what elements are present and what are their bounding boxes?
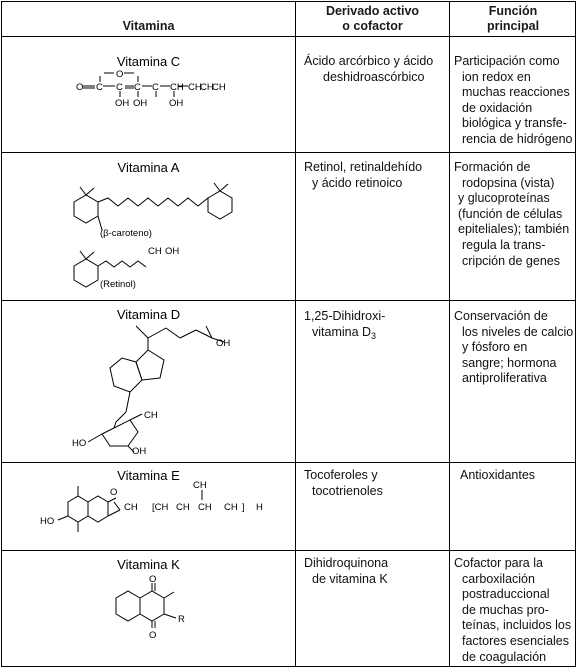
- derivative-line: de vitamina K: [312, 571, 388, 586]
- structure-label: O: [149, 574, 157, 585]
- vitamins-table: [1, 1, 576, 667]
- function-line: epiteliales); también: [458, 222, 570, 237]
- function-line: factores esenciales: [462, 633, 570, 648]
- derivative-line: Tocoferoles y: [304, 468, 378, 482]
- structure-label: CH: [224, 502, 238, 513]
- structure-label: (Retinol): [100, 279, 136, 290]
- structure-label: O: [76, 82, 84, 93]
- structure-label: CH: [212, 82, 226, 93]
- header-function: [450, 4, 576, 34]
- function-text: [454, 556, 571, 665]
- structure-label: OH: [115, 98, 130, 109]
- function-line: y fósforo en: [462, 340, 528, 355]
- derivative-line: [304, 325, 385, 345]
- function-line: teínas, incluidos los: [462, 618, 572, 633]
- function-text: [454, 54, 573, 148]
- derivative-line: Dihidroquinona: [304, 556, 389, 570]
- structure-label: CH: [170, 82, 184, 93]
- structure-label: CH: [148, 246, 162, 257]
- function-line: Formación de: [454, 160, 531, 174]
- function-text: [460, 468, 535, 484]
- function-text: [454, 309, 573, 387]
- function-line: rencia de hidrógeno: [462, 131, 573, 146]
- structure-label: OH: [133, 98, 148, 109]
- derivative-line: deshidroascórbico: [323, 69, 425, 84]
- header-vitamin: Vitamina: [122, 19, 175, 33]
- structure-label: C: [134, 82, 141, 93]
- header-function-line-2: principal: [486, 19, 540, 33]
- structure-label: OH: [169, 98, 184, 109]
- structure-label: O: [110, 487, 118, 498]
- column-divider: [449, 2, 450, 666]
- structure-label: CH: [124, 502, 138, 513]
- function-line: ion redox en: [462, 69, 531, 84]
- structure-label: C: [96, 82, 103, 93]
- structure-label: R: [178, 614, 185, 625]
- structure-label: CH: [188, 82, 202, 93]
- function-line: y glucoproteínas: [458, 191, 550, 206]
- structure-label: CH: [144, 410, 158, 421]
- derivative-line: Retinol, retinaldehído: [304, 160, 423, 174]
- function-line: sangre; hormona: [462, 355, 557, 370]
- derivative-text: [304, 556, 388, 587]
- derivative-line: tocotrienoles: [312, 483, 383, 498]
- structure-label: O: [116, 69, 124, 80]
- structure-label: (β-caroteno): [100, 228, 152, 239]
- structure-label: CH: [200, 82, 214, 93]
- structure-label: OH: [165, 246, 180, 257]
- row-divider: [2, 300, 575, 301]
- derivative-text: [304, 160, 422, 191]
- vitamin-c-structure: [2, 68, 295, 148]
- structure-label: HO: [72, 438, 87, 449]
- vitamin-name: Vitamina D: [116, 307, 181, 322]
- derivative-text: [304, 468, 383, 499]
- vitamin-e-structure: [2, 480, 295, 552]
- structure-label: ]: [242, 502, 245, 513]
- header-divider: [2, 36, 575, 37]
- derivative-line: Ácido arcórbico y ácido: [304, 54, 434, 68]
- structure-label: CH: [176, 502, 190, 513]
- row-divider: [2, 462, 575, 463]
- structure-label: CH: [198, 502, 212, 513]
- structure-label: H: [256, 502, 263, 513]
- structure-label: C: [116, 82, 123, 93]
- function-text: [454, 160, 569, 269]
- function-line: Antioxidantes: [460, 468, 536, 482]
- function-line: biológica y transfe-: [462, 116, 567, 131]
- header-derivative-line-2: o cofactor: [342, 19, 403, 33]
- derivative-main: 1,25-Dihidroxi-: [304, 309, 386, 323]
- function-line: carboxilación: [462, 571, 535, 586]
- function-line: antiproliferativa: [462, 371, 547, 386]
- function-line: de muchas pro-: [462, 602, 549, 617]
- derivative-main: vitamina D: [312, 324, 372, 339]
- function-line: Cofactor para la: [454, 556, 543, 570]
- derivative-text: [304, 309, 385, 344]
- derivative-text: [304, 54, 433, 85]
- vitamin-name: Vitamina C: [116, 54, 181, 69]
- function-line: regula la trans-: [462, 237, 546, 252]
- structure-label: OH: [132, 446, 147, 457]
- function-line: rodopsina (vista): [462, 175, 555, 190]
- structure-label: O: [149, 630, 157, 641]
- derivative-line: [304, 309, 385, 325]
- vitamin-k-structure: [2, 570, 295, 660]
- header-derivative-line-1: Derivado activo: [325, 4, 420, 18]
- vitamin-a-structure: [2, 174, 295, 294]
- function-line: muchas reacciones: [462, 85, 570, 100]
- function-line: cripción de genes: [462, 253, 560, 268]
- header-function-line-1: Función: [488, 4, 538, 18]
- function-line: postraduccional: [462, 587, 550, 602]
- vitamin-name: Vitamina K: [117, 557, 180, 572]
- function-line: de oxidación: [462, 100, 533, 115]
- function-line: los niveles de calcio: [462, 324, 574, 339]
- function-line: Participación como: [454, 54, 560, 68]
- vitamin-name: Vitamina A: [117, 160, 180, 175]
- structure-label: OH: [216, 338, 231, 349]
- vitamin-name: Vitamina E: [117, 468, 180, 483]
- function-line: de coagulación: [462, 649, 547, 664]
- structure-label: HO: [40, 516, 55, 527]
- column-divider: [295, 2, 296, 666]
- function-line: (función de células: [458, 206, 563, 221]
- derivative-subscript: 3: [371, 330, 377, 341]
- structure-label: [CH: [152, 502, 169, 513]
- vitamin-d-structure: [2, 320, 295, 460]
- header-derivative: [296, 4, 449, 34]
- row-divider: [2, 152, 575, 153]
- structure-label: C: [152, 82, 159, 93]
- derivative-line: y ácido retinoico: [312, 175, 403, 190]
- function-line: Conservación de: [454, 309, 548, 323]
- structure-label: CH: [193, 480, 207, 491]
